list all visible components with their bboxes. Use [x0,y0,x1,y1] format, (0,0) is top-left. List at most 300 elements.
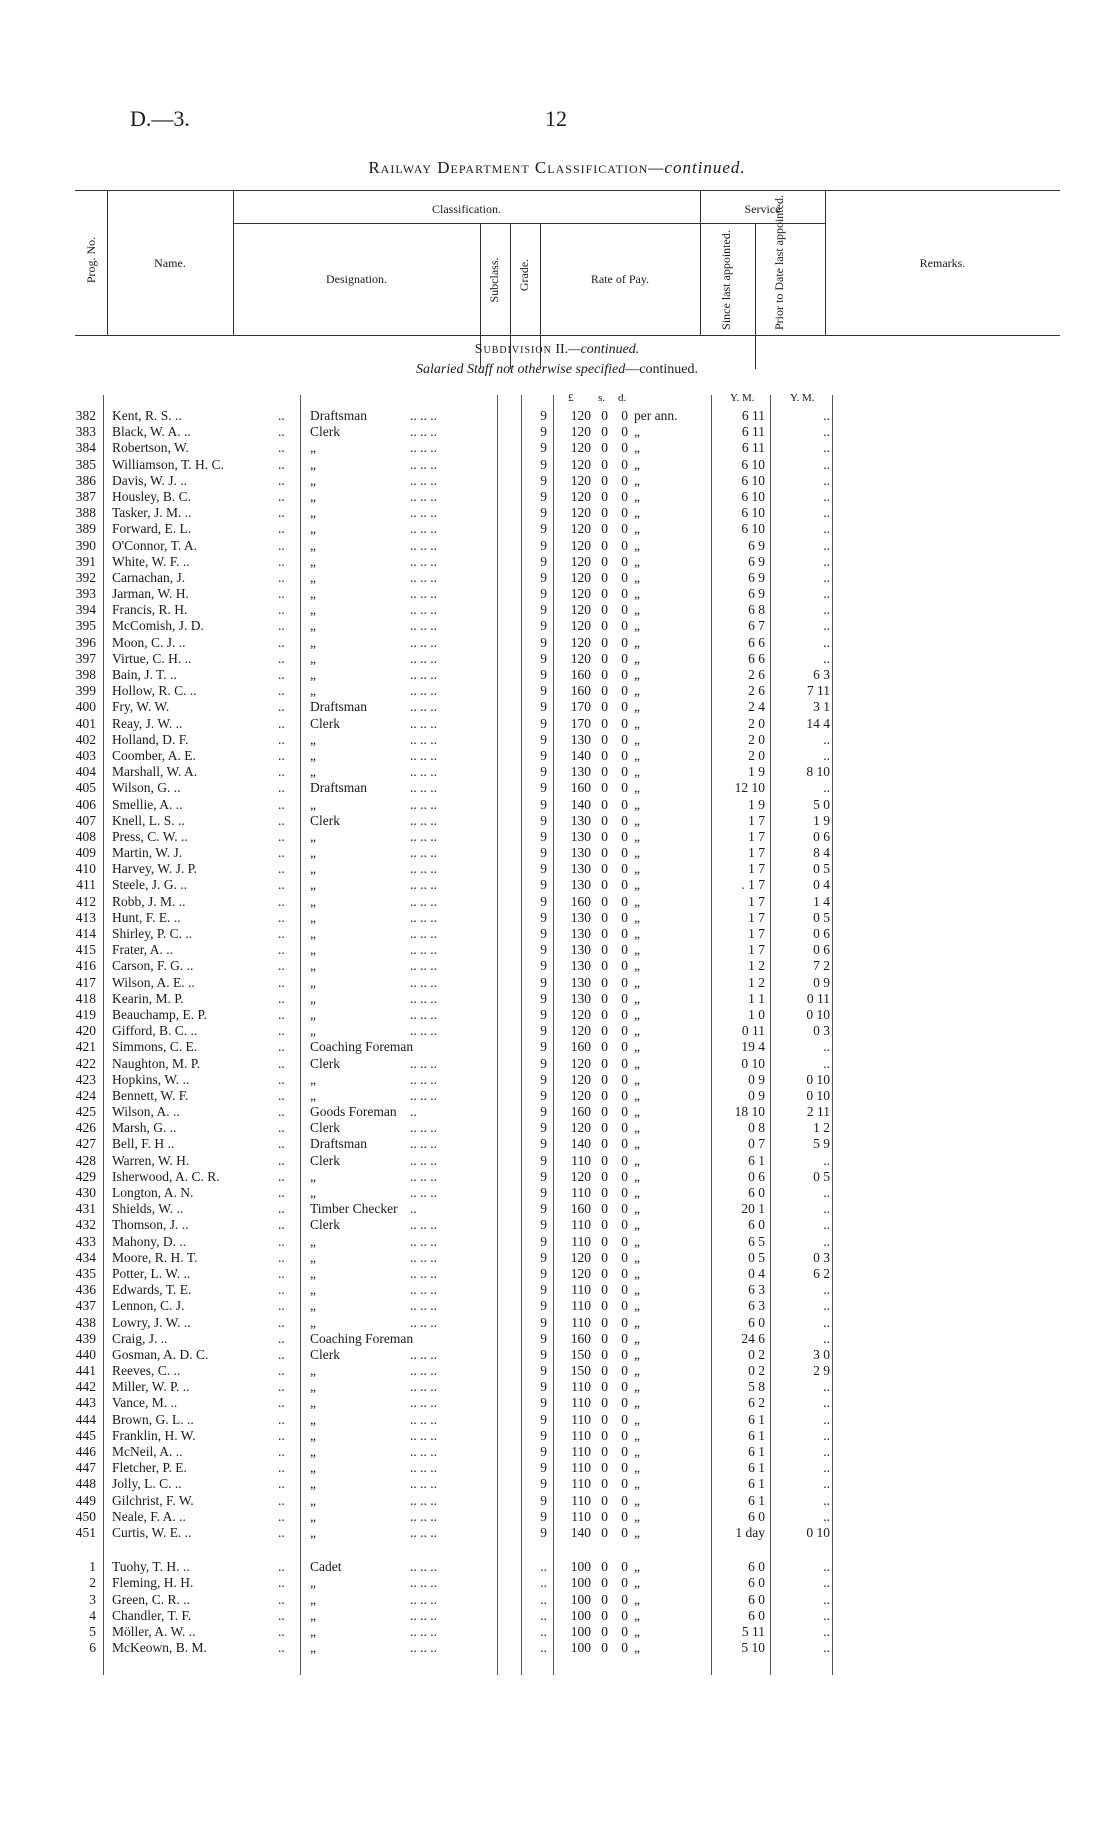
service-since: 6 0 [748,1607,765,1623]
pay-pounds: 170 [570,715,591,731]
pay-pence: 0 [621,958,628,974]
service-prior: .. [823,602,830,618]
service-prior: 0 3 [813,1249,830,1265]
staff-name: Thomson, J. .. [112,1217,189,1233]
designation: „ [310,1395,316,1411]
staff-table-body [0,408,1114,1656]
staff-name: Martin, W. J. [112,845,183,861]
pay-pounds: 100 [570,1591,591,1607]
service-prior: 0 10 [806,1006,830,1022]
pay-period: „ [634,1444,640,1459]
pay-pounds: 140 [570,796,591,812]
leader-dots: .. [278,683,285,699]
staff-name: Fletcher, P. E. [112,1460,187,1476]
prog-no: 447 [75,1460,96,1476]
staff-name: Smellie, A. .. [112,796,183,812]
designation: „ [310,1640,316,1656]
leader-dots: .. .. .. [410,667,437,682]
prog-no: 420 [75,1023,96,1039]
pay-shillings: 0 [601,440,608,456]
pay-pounds: 110 [571,1217,591,1233]
table-row [0,1136,1114,1152]
prog-no: 429 [75,1168,96,1184]
designation: „ [310,909,316,925]
pay-period: „ [634,1298,640,1314]
designation: „ [310,731,316,747]
leader-dots: .. .. .. [410,537,437,553]
pay-shillings: 0 [601,861,608,877]
service-prior: .. [823,1282,830,1298]
pay-shillings: 0 [601,650,608,666]
pay-pounds: 160 [570,1330,591,1346]
pay-period: „ [634,521,640,537]
leader-dots: .. [278,521,285,537]
staff-name: Fry, W. W. [112,699,170,715]
leader-dots: .. .. .. [410,1152,437,1168]
table-row [0,667,1114,683]
staff-name: Coomber, A. E. [112,747,196,763]
leader-dots: .. [278,1152,285,1168]
leader-dots: .. .. .. [410,845,437,861]
pay-shillings: 0 [601,1087,608,1103]
leader-dots: .. .. .. [410,1607,437,1623]
grade: 9 [540,1460,547,1476]
designation: „ [310,505,316,521]
designation: „ [310,586,316,602]
pay-pence: 0 [621,812,628,828]
grade: 9 [540,1136,547,1152]
pay-pounds: 110 [571,1508,591,1524]
table-row [0,1509,1114,1525]
pay-period: „ [634,893,640,909]
leader-dots: .. [278,1575,285,1591]
leader-dots: .. [278,505,285,521]
pay-pence: 0 [621,1363,628,1379]
pay-shillings: 0 [601,1492,608,1508]
service-prior: 7 2 [813,958,830,974]
service-since: 6 0 [748,1185,765,1200]
pay-period: „ [634,618,640,634]
designation: Clerk [310,715,340,731]
pay-pounds: 120 [570,1249,591,1265]
prog-no: 389 [75,521,96,537]
leader-dots: .. .. .. [410,926,437,941]
pay-pence: 0 [621,1104,628,1120]
pay-pounds: 110 [571,1233,591,1249]
leader-dots: .. [278,1282,285,1298]
service-since: 0 5 [748,1249,765,1265]
prog-no: 439 [75,1330,96,1346]
designation: „ [310,1444,316,1459]
designation: „ [310,1168,316,1184]
prog-no: 414 [75,926,96,941]
prog-no: 444 [75,1411,96,1427]
pay-shillings: 0 [601,1330,608,1346]
service-prior: 1 9 [813,812,830,828]
pay-pence: 0 [621,1395,628,1411]
staff-name: Brown, G. L. .. [112,1411,194,1427]
table-row [0,1331,1114,1347]
leader-dots: .. .. .. [410,1071,437,1087]
grade: 9 [540,958,547,974]
designation: Cadet [310,1559,342,1575]
pay-period: „ [634,586,640,602]
grade: 9 [540,424,547,440]
service-prior: .. [823,456,830,472]
pay-period: „ [634,845,640,861]
prog-no-header: Prog. No. [84,236,98,284]
service-prior: 0 3 [813,1023,830,1039]
pay-pence: 0 [621,731,628,747]
leader-dots: .. .. .. [410,1363,437,1379]
service-prior: 0 6 [813,926,830,941]
pay-pounds: 160 [570,1039,591,1055]
leader-dots: .. .. .. [410,1346,437,1362]
staff-name: Warren, W. H. [112,1152,190,1168]
service-since: 12 10 [734,780,765,796]
staff-name: Hopkins, W. .. [112,1071,190,1087]
service-since: 6 9 [748,569,765,585]
pay-shillings: 0 [601,1444,608,1459]
table-row [0,424,1114,440]
leader-dots: .. .. .. [410,1217,437,1233]
service-since: 1 day [735,1524,765,1540]
table-row [0,651,1114,667]
leader-dots: .. [278,845,285,861]
service-prior: .. [823,1298,830,1314]
table-row [0,780,1114,796]
service-prior: 0 10 [806,1071,830,1087]
pay-pence: 0 [621,1168,628,1184]
leader-dots: .. [410,1201,417,1217]
service-prior: .. [823,1379,830,1395]
pay-shillings: 0 [601,699,608,715]
pay-pounds: 120 [570,602,591,618]
service-since: 1 7 [748,909,765,925]
table-row [0,991,1114,1007]
service-prior: .. [823,1314,830,1330]
service-prior: 5 9 [813,1136,830,1152]
pay-pence: 0 [621,1233,628,1249]
service-prior: .. [823,1508,830,1524]
service-since: 20 1 [741,1201,765,1217]
service-since: 6 3 [748,1282,765,1298]
leader-dots: .. .. .. [410,747,437,763]
leader-dots: .. .. .. [410,1427,437,1443]
leader-dots: .. .. .. [410,1023,437,1039]
table-row [0,716,1114,732]
leader-dots: .. [278,1444,285,1459]
leader-dots: .. [278,537,285,553]
grade: .. [540,1623,547,1639]
title-main: Railway Department Classification [368,158,649,177]
service-since: 6 0 [748,1217,765,1233]
pay-shillings: 0 [601,553,608,569]
designation: „ [310,1023,316,1039]
pay-pence: 0 [621,1039,628,1055]
prog-no: 440 [75,1346,96,1362]
pay-period: „ [634,1559,640,1575]
classification-header: Classification. [432,202,501,216]
pay-pounds: 140 [570,1136,591,1152]
table-row [0,813,1114,829]
table-row [0,1640,1114,1656]
table-row [0,602,1114,618]
service-since: 6 1 [748,1152,765,1168]
grade: 9 [540,667,547,682]
staff-name: Forward, E. L. [112,521,192,537]
grade: 9 [540,521,547,537]
pay-shillings: 0 [601,472,608,488]
service-since: 6 1 [748,1476,765,1492]
table-row [0,489,1114,505]
pay-period: „ [634,990,640,1006]
pay-pounds: 140 [570,1524,591,1540]
pay-period: „ [634,942,640,958]
leader-dots: .. [278,1330,285,1346]
service-prior: .. [823,1185,830,1200]
grade: 9 [540,1249,547,1265]
pay-shillings: 0 [601,505,608,521]
grade: 9 [540,634,547,650]
pay-period: „ [634,780,640,796]
table-row [0,877,1114,893]
designation: „ [310,1591,316,1607]
grade: 9 [540,440,547,456]
leader-dots: .. [278,1524,285,1540]
pay-pence: 0 [621,634,628,650]
grade: 9 [540,1427,547,1443]
service-since: 1 7 [748,861,765,877]
designation: „ [310,1460,316,1476]
pay-pounds: 120 [570,1055,591,1071]
grade: 9 [540,650,547,666]
designation: Coaching Foreman [310,1330,414,1346]
staff-name: Reeves, C. .. [112,1363,181,1379]
pay-shillings: 0 [601,1265,608,1281]
pay-pounds: 110 [571,1282,591,1298]
pay-pence: 0 [621,424,628,440]
pay-shillings: 0 [601,1168,608,1184]
service-prior: .. [823,1591,830,1607]
designation: Draftsman [310,780,367,796]
pay-pounds: 120 [570,505,591,521]
pay-pounds: 120 [570,537,591,553]
designation: „ [310,683,316,699]
rate-header: Rate of Pay. [590,272,650,286]
pay-shillings: 0 [601,521,608,537]
staff-name: Beauchamp, E. P. [112,1006,207,1022]
prog-no: 421 [75,1039,96,1055]
staff-name: Harvey, W. J. P. [112,861,198,877]
pay-shillings: 0 [601,537,608,553]
grade: 9 [540,796,547,812]
prog-no: 419 [75,1006,96,1022]
grade: 9 [540,812,547,828]
service-since: 1 7 [748,926,765,941]
service-since: 6 11 [741,424,765,440]
leader-dots: .. [278,909,285,925]
pay-pence: 0 [621,1330,628,1346]
pay-period: „ [634,1282,640,1298]
service-since: 2 0 [748,747,765,763]
pay-shillings: 0 [601,1411,608,1427]
pay-period: „ [634,424,640,440]
leader-dots: .. [278,1460,285,1476]
prog-no: 451 [75,1524,96,1540]
service-prior: .. [823,1217,830,1233]
pay-pence: 0 [621,472,628,488]
grade: 9 [540,699,547,715]
pay-shillings: 0 [601,1006,608,1022]
pay-pounds: 130 [570,942,591,958]
table-row [0,764,1114,780]
leader-dots: .. [278,650,285,666]
grade: 9 [540,1395,547,1411]
leader-dots: .. [278,1071,285,1087]
staff-name: Curtis, W. E. .. [112,1524,192,1540]
leader-dots: .. .. .. [410,1006,437,1022]
leader-dots: .. [278,1559,285,1575]
leader-dots: .. [278,1492,285,1508]
service-prior: 8 4 [813,845,830,861]
leader-dots: .. [278,780,285,796]
pay-period: „ [634,505,640,521]
designation: „ [310,1006,316,1022]
staff-name: Simmons, C. E. [112,1039,198,1055]
service-since: 6 11 [741,408,765,423]
service-prior: .. [823,731,830,747]
designation: „ [310,893,316,909]
grade: 9 [540,618,547,634]
pay-period: „ [634,569,640,585]
pay-pounds: 120 [570,1023,591,1039]
leader-dots: .. [278,958,285,974]
table-row [0,1624,1114,1640]
table-row [0,457,1114,473]
leader-dots: .. .. .. [410,699,437,715]
shilling-unit: s. [598,392,606,404]
pay-pence: 0 [621,1152,628,1168]
pay-pounds: 120 [570,424,591,440]
service-since: 6 9 [748,586,765,602]
service-since: 6 0 [748,1508,765,1524]
page-number: 12 [545,106,567,131]
leader-dots: .. .. .. [410,634,437,650]
pay-pounds: 120 [570,586,591,602]
prog-no: 384 [75,440,96,456]
pay-pounds: 100 [570,1640,591,1656]
prog-no: 423 [75,1071,96,1087]
table-row [0,570,1114,586]
staff-name: Moore, R. H. T. [112,1249,198,1265]
table-row [0,845,1114,861]
grade: 9 [540,1379,547,1395]
prog-no: 425 [75,1104,96,1120]
service-prior: .. [823,521,830,537]
pay-pounds: 120 [570,472,591,488]
designation: „ [310,828,316,844]
designation: „ [310,1524,316,1540]
prog-no: 405 [75,780,96,796]
pay-pounds: 120 [570,408,591,423]
service-prior: 2 9 [813,1363,830,1379]
grade: 9 [540,472,547,488]
pay-pence: 0 [621,747,628,763]
designation: Clerk [310,1055,340,1071]
service-since: 1 7 [748,812,765,828]
prior-header: Prior to Date last appointed. [772,195,786,330]
table-row [0,797,1114,813]
pay-pence: 0 [621,1120,628,1136]
grade: 9 [540,1298,547,1314]
pay-period: „ [634,634,640,650]
prog-no: 390 [75,537,96,553]
grade: 9 [540,1185,547,1200]
service-prior: 2 11 [806,1104,830,1120]
leader-dots: .. [278,1136,285,1152]
pay-shillings: 0 [601,1023,608,1039]
pay-pence: 0 [621,1508,628,1524]
pay-shillings: 0 [601,1249,608,1265]
service-prior: .. [823,553,830,569]
leader-dots: .. [278,667,285,682]
leader-dots: .. .. .. [410,618,437,634]
leader-dots: .. .. .. [410,942,437,958]
leader-dots: .. .. .. [410,1411,437,1427]
designation: „ [310,974,316,990]
pay-pounds: 110 [571,1395,591,1411]
pay-period: „ [634,1591,640,1607]
pay-shillings: 0 [601,1524,608,1540]
pay-pounds: 130 [570,764,591,780]
staff-name: Wilson, A. E. .. [112,974,195,990]
pay-period: „ [634,1575,640,1591]
service-prior: .. [823,1476,830,1492]
pay-pence: 0 [621,683,628,699]
pay-pounds: 120 [570,634,591,650]
leader-dots: .. .. .. [410,861,437,877]
pay-period: „ [634,1249,640,1265]
pay-shillings: 0 [601,618,608,634]
staff-name: Press, C. W. .. [112,828,188,844]
pay-period: „ [634,747,640,763]
pay-shillings: 0 [601,1120,608,1136]
pay-shillings: 0 [601,586,608,602]
leader-dots: .. [278,1201,285,1217]
designation: „ [310,1379,316,1395]
pay-pounds: 160 [570,780,591,796]
pay-shillings: 0 [601,796,608,812]
staff-name: Steele, J. G. .. [112,877,187,893]
pay-period: „ [634,861,640,877]
table-row [0,1525,1114,1541]
pay-pence: 0 [621,1298,628,1314]
leader-dots: .. [278,440,285,456]
pay-pence: 0 [621,974,628,990]
table-row [0,1056,1114,1072]
leader-dots: .. .. .. [410,569,437,585]
pay-shillings: 0 [601,1363,608,1379]
leader-dots: .. .. .. [410,1249,437,1265]
service-since: 6 10 [741,488,765,504]
table-row [0,1315,1114,1331]
pay-period: „ [634,1087,640,1103]
service-since: 1 7 [748,828,765,844]
pay-pounds: 110 [571,1460,591,1476]
leader-dots: .. [278,747,285,763]
grade: 9 [540,683,547,699]
